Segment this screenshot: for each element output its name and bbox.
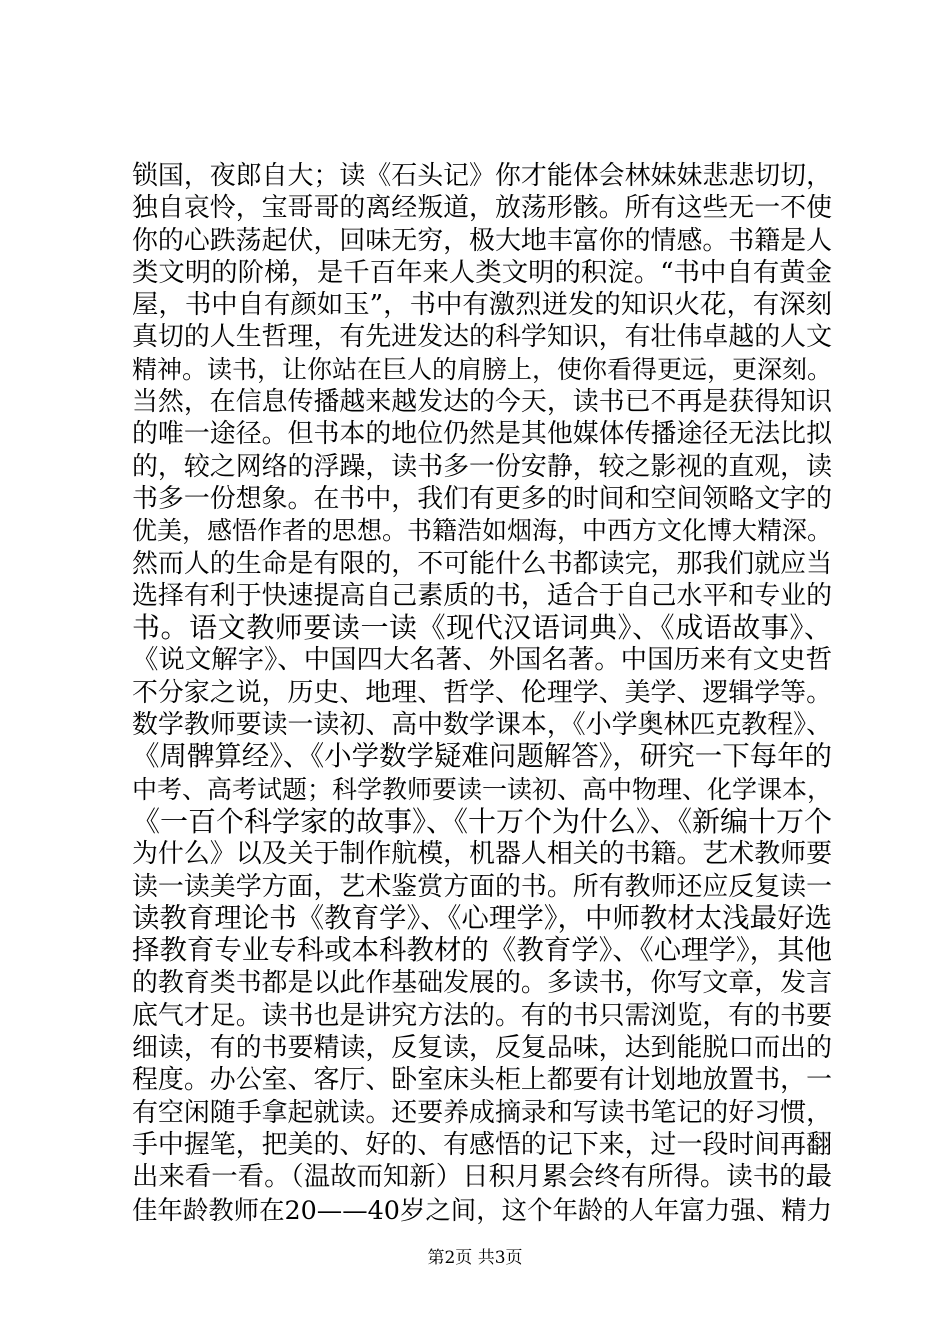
text-line: 佳年龄教师在20——40岁之间，这个年龄的人年富力强、精力	[132, 1194, 832, 1225]
text-line: 真切的人生哲理，有先进发达的科学知识，有壮伟卓越的人文	[132, 322, 832, 353]
text-line: 书。语文教师要读一读《现代汉语词典》、《成语故事》、	[132, 611, 832, 645]
body-text	[132, 160, 832, 1226]
text-line: 然而人的生命是有限的，不可能什么书都读完，那我们就应当	[132, 548, 832, 579]
text-line: 程度。办公室、客厅、卧室床头柜上都要有计划地放置书，一	[132, 1065, 832, 1096]
text-line: 锁国，夜郎自大；读《石头记》你才能体会林妹妹悲悲切切，	[132, 161, 832, 191]
text-line: 择教育专业专科或本科教材的《教育学》、《心理学》，其他	[132, 935, 832, 967]
text-line: 屋，书中自有颜如玉”，书中有激烈迸发的知识火花，有深刻	[132, 289, 833, 321]
text-line: 类文明的阶梯，是千百年来人类文明的积淀。“书中自有黄金	[132, 256, 833, 288]
text-line: 精神。读书，让你站在巨人的肩膀上，使你看得更远，更深刻。	[132, 354, 833, 384]
text-line: 不分家之说，历史、地理、哲学、伦理学、美学、逻辑学等。	[132, 677, 832, 708]
text-line: 读教育理论书《教育学》、《心理学》，中师教材太浅最好选	[132, 902, 832, 934]
text-line: 的，较之网络的浮躁，读书多一份安静，较之影视的直观，读	[132, 451, 832, 482]
text-line: 的教育类书都是以此作基础发展的。多读书，你写文章，发言	[132, 968, 832, 999]
text-line: 细读，有的书要精读，反复读，反复品味，达到能脱口而出的	[132, 1033, 832, 1064]
text-line: 中考、高考试题；科学教师要读一读初、高中物理、化学课本，	[132, 774, 833, 804]
text-line: 底气才足。读书也是讲究方法的。有的书只需浏览，有的书要	[132, 1000, 832, 1031]
text-line: 数学教师要读一读初、高中数学课本，《小学奥林匹克教程》、	[132, 710, 832, 741]
text-line: 手中握笔，把美的、好的、有感悟的记下来，过一段时间再翻	[132, 1129, 832, 1160]
text-line: 《一百个科学家的故事》、《十万个为什么》、《新编十万个	[132, 804, 833, 838]
text-line: 优美，感悟作者的思想。书籍浩如烟海，中西方文化博大精深。	[132, 516, 833, 546]
text-line: 《说文解字》、中国四大名著、外国名著。中国历来有文史哲	[132, 644, 832, 676]
text-line: 书多一份想象。在书中，我们有更多的时间和空间领略文字的	[132, 483, 832, 514]
text-line: 独自哀怜，宝哥哥的离经叛道，放荡形骸。所有这些无一不使	[132, 193, 832, 224]
text-line: 为什么》以及关于制作航模，机器人相关的书籍。艺术教师要	[132, 839, 832, 870]
text-line: 选择有利于快速提高自己素质的书，适合于自己水平和专业的	[132, 580, 832, 611]
text-line: 有空闲随手拿起就读。还要养成摘录和写读书笔记的好习惯，	[132, 1097, 832, 1128]
page-footer: 第2页 共3页	[427, 1248, 523, 1268]
text-line: 出来看一看。（温故而知新）日积月累会终有所得。读书的最	[132, 1161, 832, 1193]
text-line: 当然，在信息传播越来越发达的今天，读书已不再是获得知识	[132, 387, 832, 418]
text-line: 你的心跌荡起伏，回味无穷，极大地丰富你的情感。书籍是人	[132, 225, 832, 256]
text-line: 《周髀算经》、《小学数学疑难问题解答》，研究一下每年的	[132, 741, 832, 773]
text-line: 的唯一途径。但书本的地位仍然是其他媒体传播途径无法比拟	[132, 419, 832, 450]
text-line: 读一读美学方面，艺术鉴赏方面的书。所有教师还应反复读一	[132, 871, 832, 902]
